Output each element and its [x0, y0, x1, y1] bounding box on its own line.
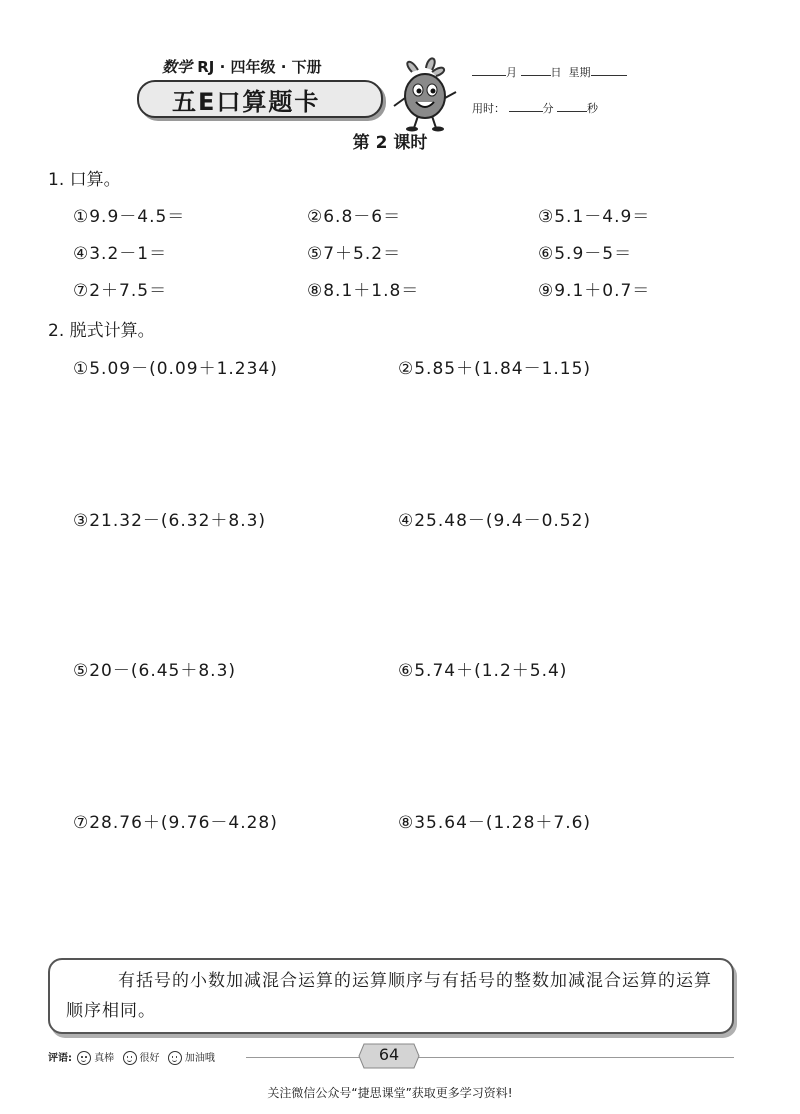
lesson-title: 第 2 课时 — [352, 133, 428, 153]
section-1-title: 1. 口算。 — [48, 170, 121, 190]
time-label: 用时： — [472, 102, 505, 115]
calc-item: ⑥5.74＋(1.2＋5.4) — [398, 661, 568, 681]
month-blank[interactable] — [472, 65, 506, 76]
day-blank[interactable] — [521, 65, 551, 76]
calc-item: ④25.48－(9.4－0.52) — [398, 511, 592, 531]
smiley-face-icon[interactable] — [168, 1051, 182, 1065]
oral-item: ⑥5.9－5＝ — [538, 244, 633, 264]
day-label: 日 — [550, 66, 562, 79]
oral-item: ③5.1－4.9＝ — [538, 207, 651, 227]
oral-item: ⑤7＋5.2＝ — [307, 244, 402, 264]
subject-line — [162, 56, 322, 77]
edition-label: RJ · 四年级 · 下册 — [197, 58, 322, 76]
month-label: 月 — [506, 66, 517, 79]
footer-divider — [246, 1057, 734, 1058]
section-2-title: 2. 脱式计算。 — [48, 321, 155, 341]
weekday-label: 星期 — [568, 66, 591, 79]
title-badge: 五E口算题卡 — [172, 88, 321, 116]
smiley-face-icon[interactable] — [123, 1051, 137, 1065]
minute-blank[interactable] — [509, 101, 543, 112]
calc-item: ①5.09－(0.09＋1.234) — [73, 359, 278, 379]
oral-item: ⑨9.1＋0.7＝ — [538, 281, 651, 301]
rating-option-3: 加油哦 — [184, 1053, 215, 1064]
date-line — [472, 64, 627, 80]
subject-name: 数学 — [162, 58, 193, 76]
calc-item: ⑧35.64－(1.28＋7.6) — [398, 813, 592, 833]
second-label: 秒 — [587, 102, 598, 115]
page-number: 64 — [378, 1045, 400, 1064]
rating-row — [48, 1049, 215, 1065]
time-line — [472, 100, 598, 116]
calc-item: ⑦28.76＋(9.76－4.28) — [73, 813, 278, 833]
wechat-promo: 关注微信公众号“捷思课堂”获取更多学习资料! — [267, 1086, 513, 1100]
oral-item: ①9.9－4.5＝ — [73, 207, 186, 227]
tip-text: 有括号的小数加减混合运算的运算顺序与有括号的整数加减混合运算的运算顺序相同。 — [66, 971, 712, 1021]
rating-option-1: 真棒 — [94, 1053, 115, 1064]
oral-item: ④3.2－1＝ — [73, 244, 168, 264]
calc-item: ②5.85＋(1.84－1.15) — [398, 359, 592, 379]
calc-item: ⑤20－(6.45＋8.3) — [73, 661, 237, 681]
weekday-blank[interactable] — [591, 65, 627, 76]
oral-item: ②6.8－6＝ — [307, 207, 402, 227]
radish-mascot-icon — [388, 52, 462, 132]
rating-option-2: 很好 — [139, 1053, 160, 1064]
oral-item: ⑦2＋7.5＝ — [73, 281, 168, 301]
rating-label: 评语: — [48, 1053, 72, 1064]
smiley-face-icon[interactable] — [77, 1051, 91, 1065]
oral-item: ⑧8.1＋1.8＝ — [307, 281, 420, 301]
second-blank[interactable] — [557, 101, 587, 112]
calc-item: ③21.32－(6.32＋8.3) — [73, 511, 267, 531]
minute-label: 分 — [542, 102, 554, 115]
